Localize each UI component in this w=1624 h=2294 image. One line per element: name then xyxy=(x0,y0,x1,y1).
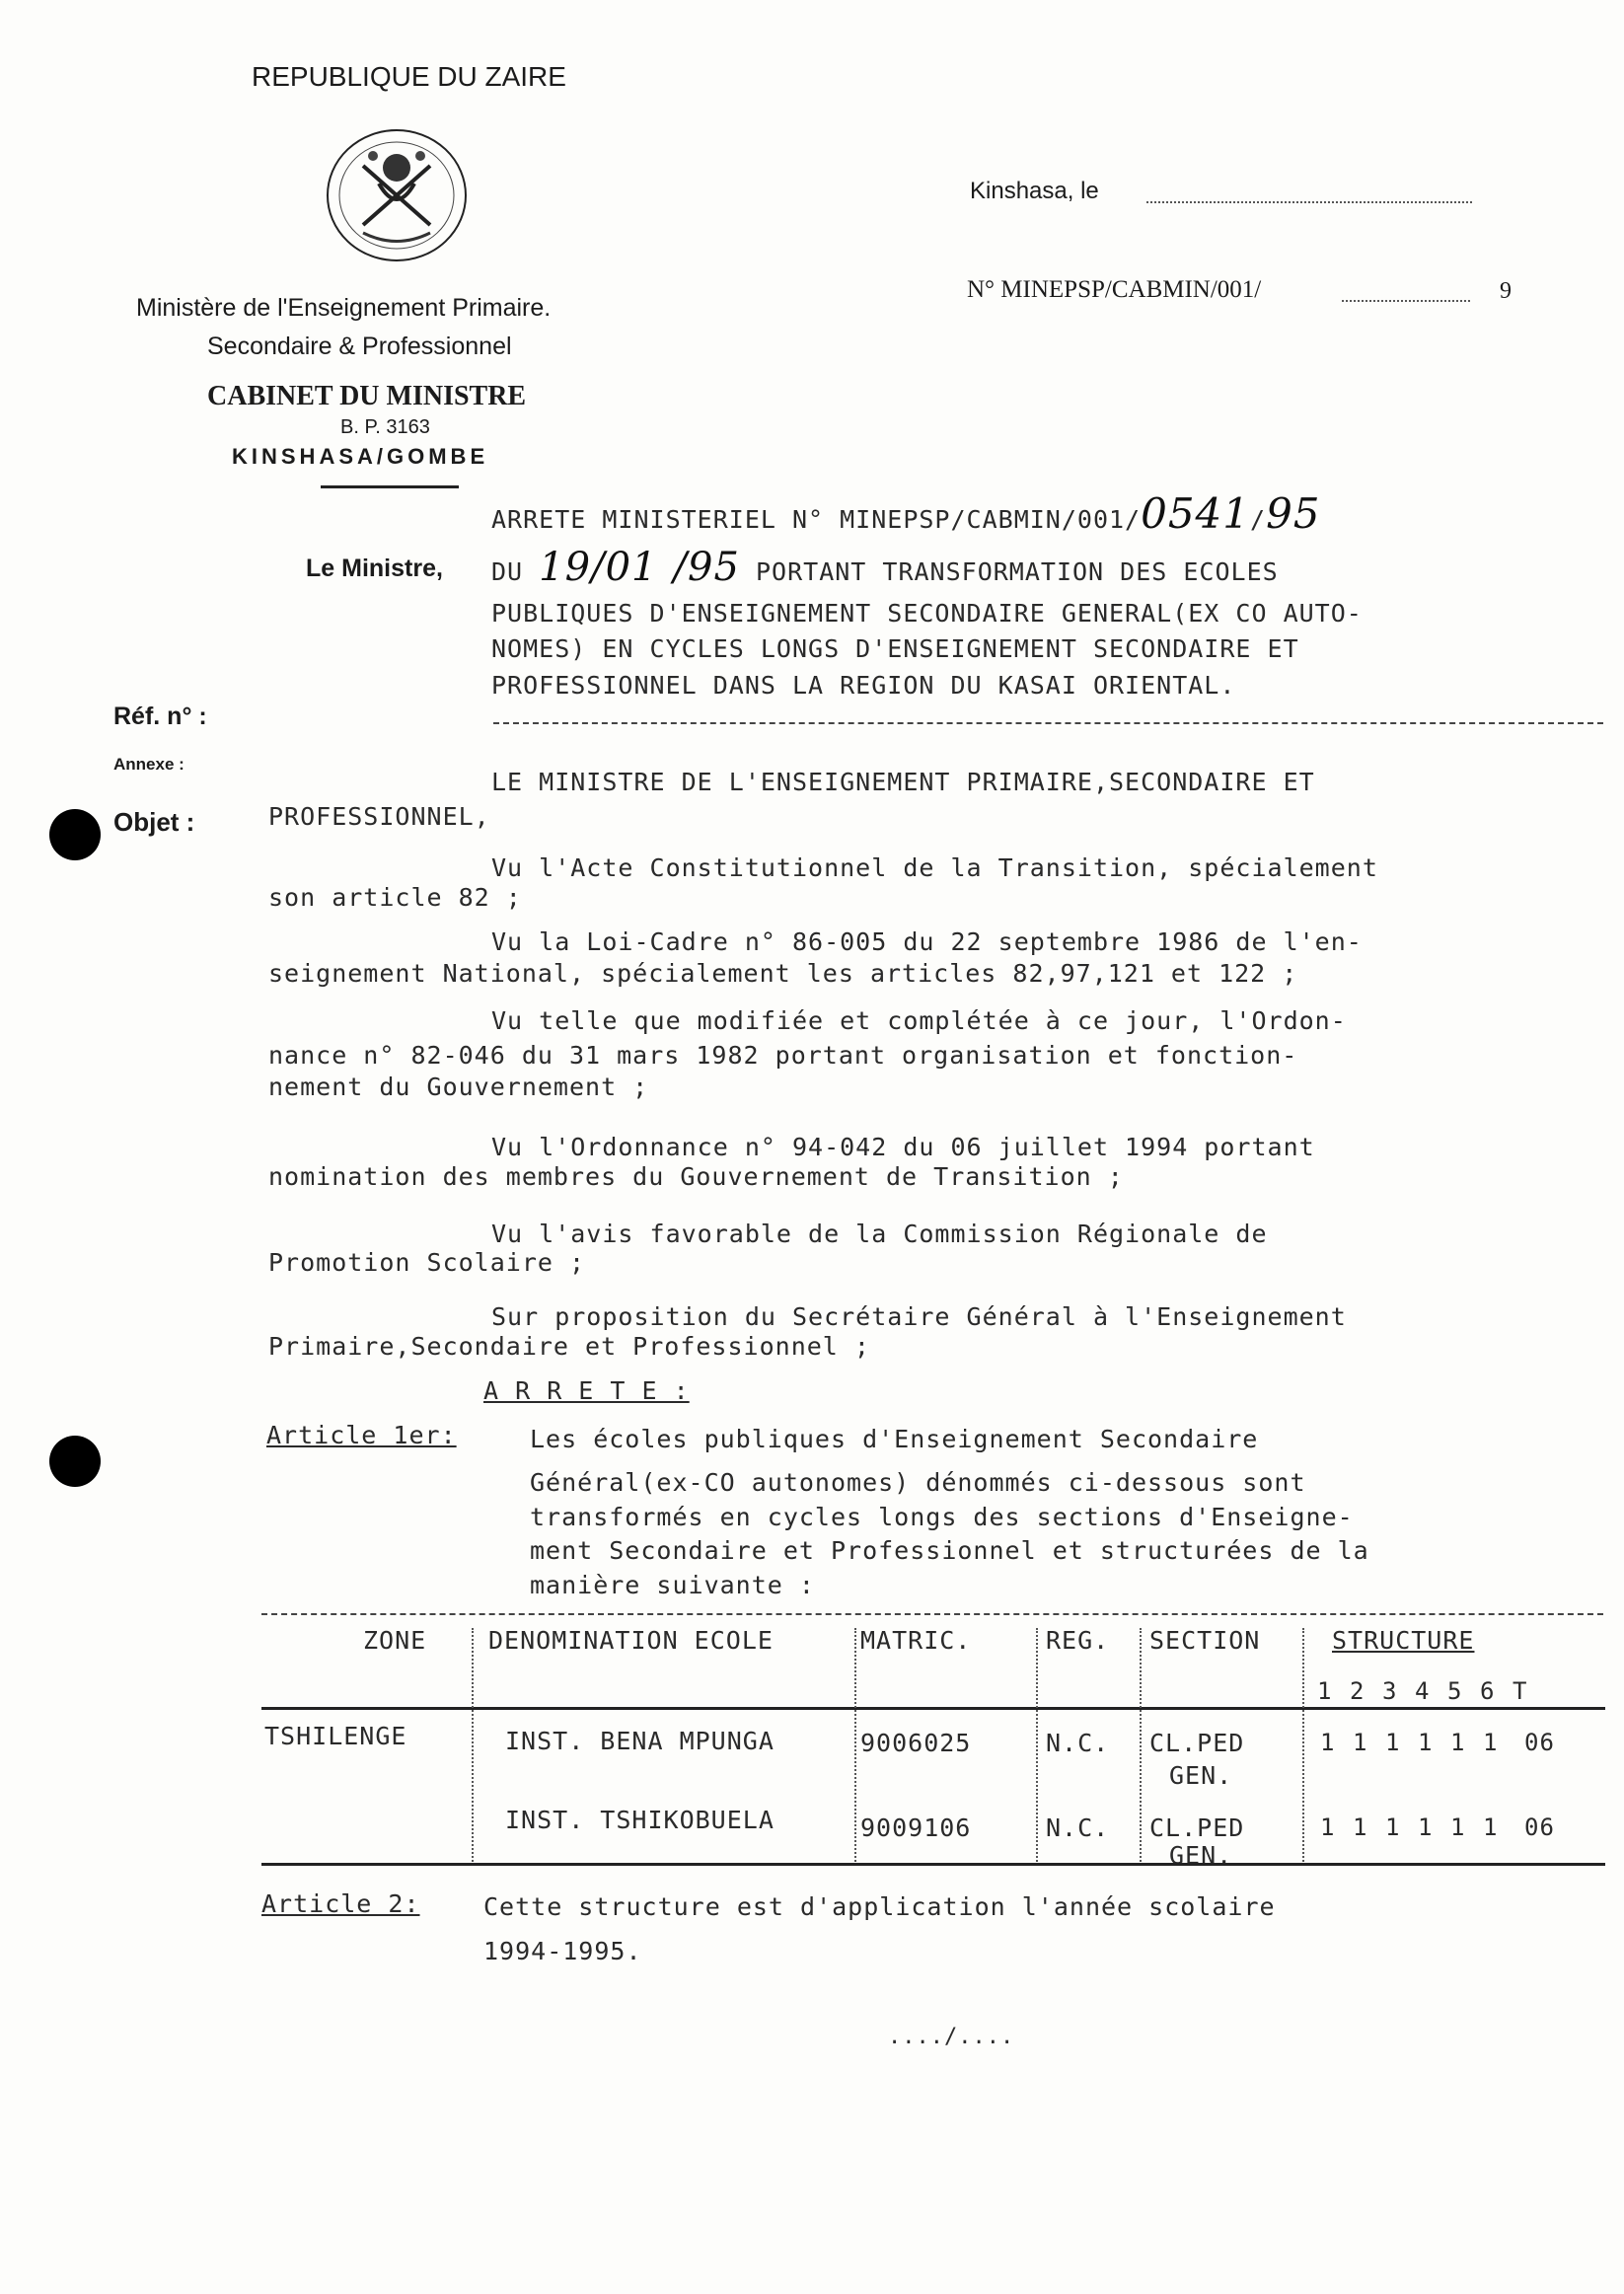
letterhead-rule xyxy=(321,485,459,488)
coat-of-arms-seal xyxy=(324,126,470,264)
visa-3-line-1: Vu telle que modifiée et complétée à ce jour, l'Ordon- xyxy=(491,1006,1347,1035)
row-1-section-l2: GEN. xyxy=(1169,1761,1233,1790)
reference-suffix: 9 xyxy=(1500,278,1512,304)
row-1-section-l1: CL.PED xyxy=(1149,1729,1245,1757)
title-prefix: ARRETE MINISTERIEL N° MINEPSP/CABMIN/001/ xyxy=(491,505,1142,534)
visa-4-line-1: Vu l'Ordonnance n° 94-042 du 06 juillet 1994 portant xyxy=(491,1133,1315,1161)
visa-5-line-2: Promotion Scolaire ; xyxy=(268,1248,586,1277)
title-handwritten-year: 95 xyxy=(1266,489,1321,538)
row-2-total: 06 xyxy=(1524,1813,1555,1841)
visa-2-line-1: Vu la Loi-Cadre n° 86-005 du 22 septembre 1986 de l'en- xyxy=(491,927,1363,956)
article-2-line-2: 1994-1995. xyxy=(483,1937,642,1965)
visa-3-line-3: nement du Gouvernement ; xyxy=(268,1073,649,1101)
title-line-4: NOMES) EN CYCLES LONGS D'ENSEIGNEMENT SECONDAIRE ET xyxy=(491,634,1299,663)
article-1-line-3: transformés en cycles longs des sections d'Enseigne- xyxy=(530,1503,1354,1531)
col-header-zone: ZONE xyxy=(363,1626,427,1655)
visa-6-line-2: Primaire,Secondaire et Professionnel ; xyxy=(268,1332,870,1361)
visa-6-line-1: Sur proposition du Secrétaire Général à l'Enseignement xyxy=(491,1302,1347,1331)
row-1-s1: 1 xyxy=(1320,1729,1336,1756)
row-2-s5: 1 xyxy=(1450,1813,1466,1841)
article-1-label: Article 1er: xyxy=(266,1421,457,1449)
title-dashed-rule xyxy=(493,722,1603,724)
title-date-year: 95 xyxy=(688,545,740,590)
title-line-1 xyxy=(491,489,1321,538)
ministry-line-1: Ministère de l'Enseignement Primaire. xyxy=(136,294,552,322)
col-sep-2 xyxy=(854,1628,856,1865)
reference-number: N° MINEPSP/CABMIN/001/ xyxy=(967,276,1262,303)
title-handwritten-number: 0541 xyxy=(1141,489,1250,538)
col-sep-3 xyxy=(1036,1628,1038,1865)
structure-col-3: 3 xyxy=(1382,1677,1398,1705)
title-date-slash-2: / xyxy=(673,545,689,590)
article-2-line-1: Cette structure est d'application l'année scolaire xyxy=(483,1892,1276,1921)
title-date-month: 01 xyxy=(605,545,658,590)
col-sep-1 xyxy=(472,1628,474,1865)
row-2-s6: 1 xyxy=(1483,1813,1499,1841)
objet-label: Objet : xyxy=(113,807,195,837)
minister-line-1: LE MINISTRE DE L'ENSEIGNEMENT PRIMAIRE,SECONDAIRE ET xyxy=(491,768,1315,796)
structure-col-4: 4 xyxy=(1415,1677,1431,1705)
row-1-s2: 1 xyxy=(1353,1729,1368,1756)
le-ministre-label: Le Ministre, xyxy=(306,555,443,582)
article-2-label: Article 2: xyxy=(261,1889,420,1918)
ref-label: Réf. n° : xyxy=(113,703,207,730)
col-header-matric: MATRIC. xyxy=(860,1626,972,1655)
article-1-line-2: Général(ex-CO autonomes) dénommés ci-dessous sont xyxy=(530,1468,1306,1497)
arrete-heading: A R R E T E : xyxy=(483,1376,690,1405)
visa-3-line-2: nance n° 82-046 du 31 mars 1982 portant organisation et fonction- xyxy=(268,1041,1298,1070)
col-header-section: SECTION xyxy=(1149,1626,1261,1655)
title-date-slash-1: / xyxy=(591,545,606,590)
city-address: KINSHASA/GOMBE xyxy=(232,444,489,469)
col-header-structure: STRUCTURE xyxy=(1332,1626,1475,1655)
row-1-total: 06 xyxy=(1524,1729,1555,1756)
row-1-s5: 1 xyxy=(1450,1729,1466,1756)
row-2-s4: 1 xyxy=(1418,1813,1434,1841)
title-date-day: 19 xyxy=(539,545,592,590)
row-1-matric: 9006025 xyxy=(860,1729,972,1757)
republic-heading: REPUBLIQUE DU ZAIRE xyxy=(252,61,566,92)
visa-2-line-2: seignement National, spécialement les articles 82,97,121 et 122 ; xyxy=(268,959,1298,988)
row-1-reg: N.C. xyxy=(1046,1729,1110,1757)
title-line-5: PROFESSIONNEL DANS LA REGION DU KASAI ORIENTAL. xyxy=(491,671,1236,700)
row-2-school: INST. TSHIKOBUELA xyxy=(505,1806,775,1834)
col-sep-5 xyxy=(1302,1628,1304,1865)
title-separator: / xyxy=(1250,505,1267,534)
page-continuation-marker: ..../.... xyxy=(888,2025,1015,2049)
structure-col-total: T xyxy=(1513,1677,1528,1705)
col-header-reg: REG. xyxy=(1046,1626,1110,1655)
cabinet-heading: CABINET DU MINISTRE xyxy=(207,381,527,411)
title-line-3: PUBLIQUES D'ENSEIGNEMENT SECONDAIRE GENERAL(EX CO AUTO- xyxy=(491,599,1363,628)
table-bottom-rule xyxy=(261,1863,1605,1866)
row-2-s2: 1 xyxy=(1353,1813,1368,1841)
row-1-s3: 1 xyxy=(1385,1729,1401,1756)
punch-hole-top xyxy=(49,809,101,860)
kinshasa-date-label: Kinshasa, le xyxy=(970,178,1099,204)
visa-5-line-1: Vu l'avis favorable de la Commission Régionale de xyxy=(491,1220,1268,1248)
title-du: DU xyxy=(491,557,524,586)
row-2-s1: 1 xyxy=(1320,1813,1336,1841)
row-1-s6: 1 xyxy=(1483,1729,1499,1756)
visa-1-line-1: Vu l'Acte Constitutionnel de la Transition, spécialement xyxy=(491,853,1378,882)
date-dotted-line xyxy=(1146,201,1472,203)
row-2-matric: 9009106 xyxy=(860,1813,972,1842)
annexe-label: Annexe : xyxy=(113,755,185,774)
title-line-2-rest: PORTANT TRANSFORMATION DES ECOLES xyxy=(755,557,1279,586)
row-2-reg: N.C. xyxy=(1046,1813,1110,1842)
reference-dotted-line xyxy=(1342,300,1470,302)
row-1-school: INST. BENA MPUNGA xyxy=(505,1727,775,1755)
visa-4-line-2: nomination des membres du Gouvernement de Transition ; xyxy=(268,1162,1124,1191)
col-header-school: DENOMINATION ECOLE xyxy=(488,1626,774,1655)
col-sep-4 xyxy=(1140,1628,1142,1865)
table-header-rule xyxy=(261,1707,1605,1710)
structure-col-1: 1 xyxy=(1317,1677,1333,1705)
row-2-section-l2: GEN. xyxy=(1169,1841,1233,1870)
postal-box: B. P. 3163 xyxy=(340,416,430,438)
article-1-line-4: ment Secondaire et Professionnel et structurées de la xyxy=(530,1536,1369,1565)
punch-hole-bottom xyxy=(49,1436,101,1487)
row-2-s3: 1 xyxy=(1385,1813,1401,1841)
article-1-line-5: manière suivante : xyxy=(530,1571,815,1599)
table-top-dashed-rule xyxy=(261,1613,1603,1615)
structure-col-5: 5 xyxy=(1447,1677,1463,1705)
minister-line-2: PROFESSIONNEL, xyxy=(268,802,490,831)
row-1-zone: TSHILENGE xyxy=(264,1722,407,1750)
visa-1-line-2: son article 82 ; xyxy=(268,883,522,912)
row-1-s4: 1 xyxy=(1418,1729,1434,1756)
structure-col-2: 2 xyxy=(1350,1677,1366,1705)
title-line-2 xyxy=(491,545,1279,590)
article-1-line-1: Les écoles publiques d'Enseignement Secondaire xyxy=(530,1425,1259,1453)
row-2-section-l1: CL.PED xyxy=(1149,1813,1245,1842)
structure-col-6: 6 xyxy=(1480,1677,1496,1705)
ministry-line-2: Secondaire & Professionnel xyxy=(207,333,512,360)
